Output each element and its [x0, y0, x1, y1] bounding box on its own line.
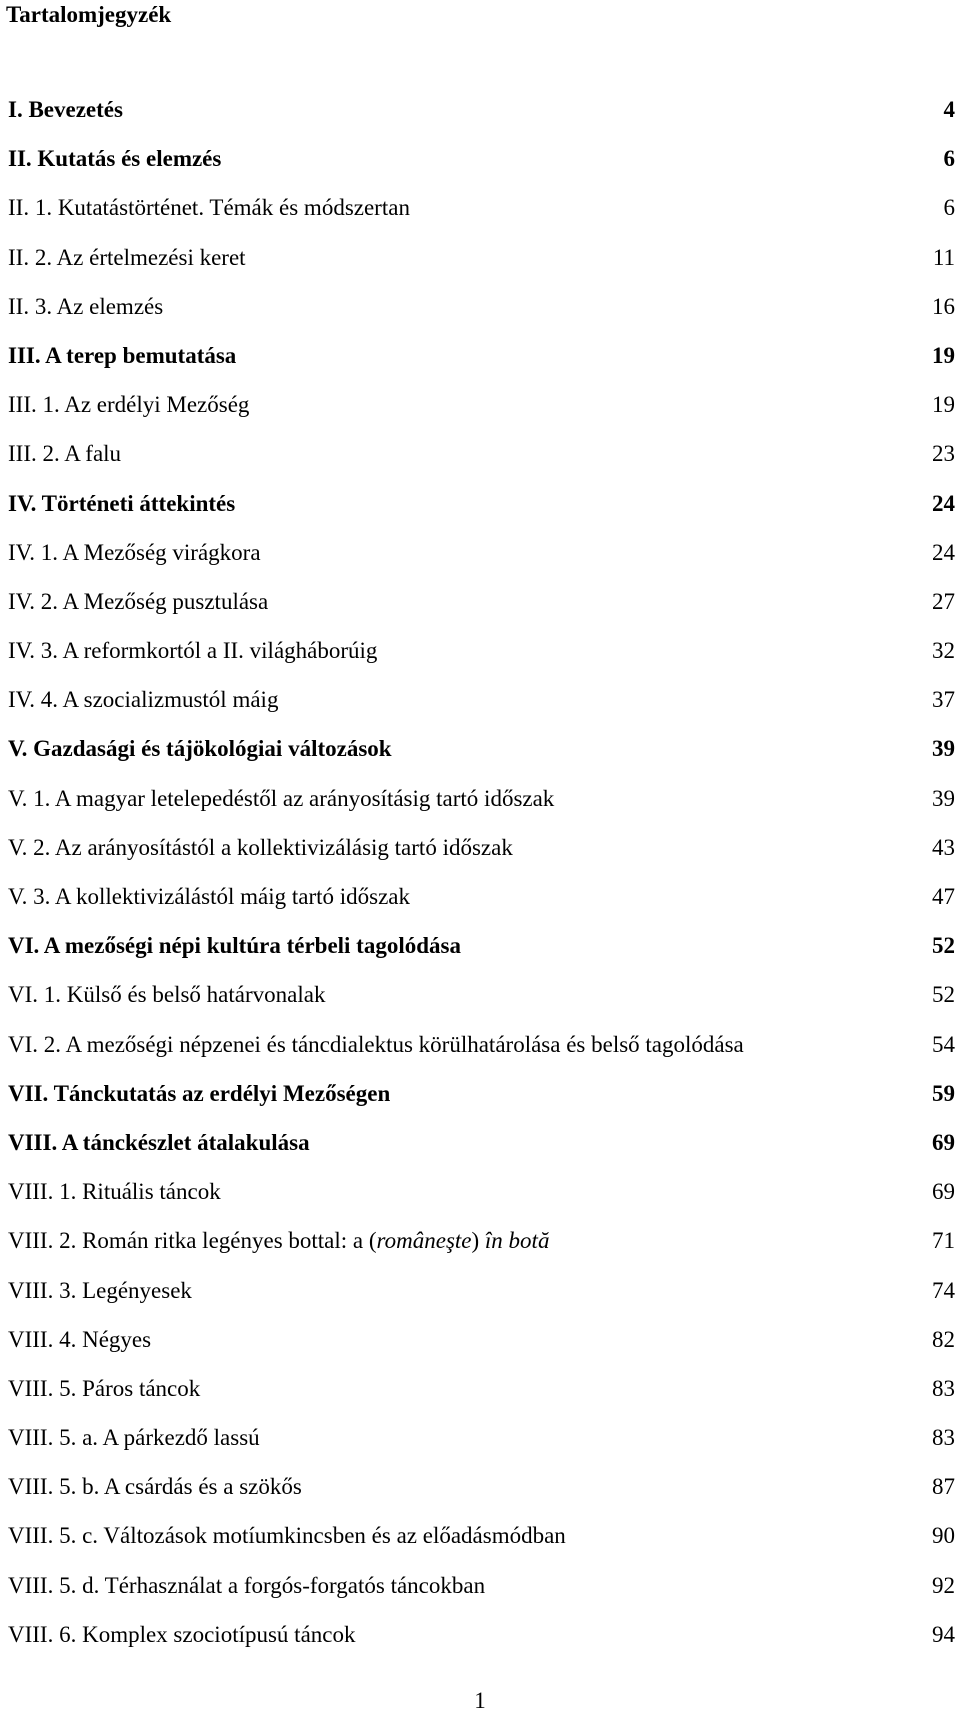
toc-entry-page: 94	[932, 1621, 955, 1647]
toc-entry-page: 39	[932, 785, 955, 811]
toc-entry-page: 39	[932, 736, 955, 762]
toc-entry	[0, 926, 960, 975]
toc-entry-label: VIII. 5. c. Változások motíumkincsben és az előadásmódban	[8, 1523, 566, 1549]
table-of-contents	[0, 90, 960, 1664]
toc-entry-page: 19	[932, 342, 955, 368]
toc-entry-label: II. 3. Az elemzés	[8, 293, 164, 319]
toc-entry-page: 82	[932, 1326, 955, 1352]
toc-entry	[0, 729, 960, 778]
toc-entry-label-part: )	[471, 1228, 485, 1254]
toc-entry	[0, 287, 960, 336]
toc-entry-label: VI. 1. Külső és belső határvonalak	[8, 982, 326, 1008]
toc-entry	[0, 188, 960, 237]
toc-entry-page: 69	[932, 1179, 955, 1205]
toc-entry	[0, 631, 960, 680]
toc-entry	[0, 975, 960, 1024]
toc-entry-label: VIII. 5. Páros táncok	[8, 1375, 201, 1401]
toc-entry-page: 27	[932, 588, 955, 614]
toc-entry-label: III. 1. Az erdélyi Mezőség	[8, 392, 250, 418]
toc-entry-label: II. 2. Az értelmezési keret	[8, 244, 246, 270]
toc-entry-page: 83	[932, 1425, 955, 1451]
toc-entry	[0, 680, 960, 729]
toc-entry-label: V. 2. Az arányosítástól a kollektivizálásig tartó időszak	[8, 834, 513, 860]
toc-entry	[0, 779, 960, 828]
toc-entry-page: 92	[932, 1572, 955, 1598]
toc-entry-page: 71	[932, 1228, 955, 1254]
toc-entry	[0, 1369, 960, 1418]
toc-entry-label: IV. 3. A reformkortól a II. világháborúig	[8, 638, 378, 664]
toc-entry-page: 90	[932, 1523, 955, 1549]
toc-entry-label: VIII. 3. Legényesek	[8, 1277, 192, 1303]
toc-entry-page: 19	[932, 392, 955, 418]
toc-entry	[0, 90, 960, 139]
toc-entry-label: V. 3. A kollektivizálástól máig tartó időszak	[8, 884, 411, 909]
toc-entry-page: 52	[932, 933, 955, 959]
toc-entry-page: 16	[932, 293, 955, 319]
toc-entry	[0, 582, 960, 631]
toc-entry-label: VIII. 1. Rituális táncok	[8, 1179, 221, 1205]
toc-entry-label: V. Gazdasági és tájökológiai változások	[8, 736, 392, 762]
toc-entry-page: 4	[943, 97, 955, 122]
toc-entry	[0, 1566, 960, 1615]
toc-entry-label: IV. Történeti áttekintés	[8, 490, 236, 516]
toc-entry-label: VIII. 6. Komplex szociotípusú táncok	[8, 1621, 356, 1647]
toc-entry-page: 11	[932, 244, 955, 270]
toc-entry-page: 37	[932, 687, 955, 713]
toc-entry-page: 87	[932, 1474, 955, 1500]
toc-entry	[0, 139, 960, 188]
toc-entry	[0, 877, 960, 926]
toc-entry-page: 24	[932, 490, 955, 516]
toc-entry-page: 6	[943, 195, 955, 221]
toc-entry-page: 59	[932, 1080, 955, 1106]
toc-entry-label: VI. 2. A mezőségi népzenei és táncdialektus körülhatárolása és belső tagolódása	[8, 1031, 744, 1057]
toc-entry-label: III. 2. A falu	[8, 441, 122, 467]
toc-entry-label-italic: româneşte	[376, 1228, 472, 1254]
toc-entry-page: 52	[932, 982, 955, 1008]
toc-entry	[0, 1467, 960, 1516]
toc-entry-label: IV. 2. A Mezőség pusztulása	[8, 588, 269, 614]
toc-entry-label: VIII. A tánckészlet átalakulása	[8, 1129, 310, 1155]
toc-entry	[0, 484, 960, 533]
toc-entry	[0, 434, 960, 483]
toc-entry-label: IV. 4. A szocializmustól máig	[8, 687, 279, 713]
toc-entry	[0, 1025, 960, 1074]
toc-entry	[0, 1516, 960, 1565]
toc-entry-label: VIII. 5. a. A párkezdő lassú	[8, 1425, 260, 1451]
toc-entry-label: VIII. 4. Négyes	[8, 1326, 152, 1352]
toc-entry	[0, 1320, 960, 1369]
toc-entry-page: 32	[932, 638, 955, 664]
toc-entry-label: I. Bevezetés	[8, 97, 123, 122]
toc-entry-label: II. 1. Kutatástörténet. Témák és módszertan	[8, 195, 410, 221]
toc-entry-page: 24	[932, 539, 955, 565]
toc-entry-page: 47	[932, 884, 955, 909]
toc-entry-label-part: VIII. 2. Román ritka legényes bottal: a (	[8, 1228, 377, 1254]
toc-entry-label	[8, 1221, 549, 1261]
toc-entry-page: 43	[932, 834, 955, 860]
toc-entry	[0, 1271, 960, 1320]
toc-entry	[0, 1074, 960, 1123]
toc-entry-label: VIII. 5. d. Térhasználat a forgós-forgatós táncokban	[8, 1572, 486, 1598]
toc-entry	[0, 533, 960, 582]
toc-entry	[0, 1123, 960, 1172]
toc-entry	[0, 385, 960, 434]
page-title: Tartalomjegyzék	[6, 2, 172, 27]
toc-entry-label: III. A terep bemutatása	[8, 342, 237, 368]
toc-entry	[0, 1615, 960, 1664]
toc-entry-page: 74	[932, 1277, 955, 1303]
toc-entry-page: 69	[932, 1129, 955, 1155]
toc-entry	[0, 238, 960, 287]
toc-entry-label: IV. 1. A Mezőség virágkora	[8, 539, 261, 565]
toc-entry-page: 83	[932, 1375, 955, 1401]
toc-entry-label: VIII. 5. b. A csárdás és a szökős	[8, 1474, 302, 1500]
toc-entry	[0, 1172, 960, 1221]
toc-entry-label-italic: în botă	[484, 1228, 550, 1254]
toc-entry	[0, 1221, 960, 1270]
toc-entry-label: II. Kutatás és elemzés	[8, 146, 222, 172]
page-number: 1	[474, 1688, 486, 1713]
toc-entry	[0, 1418, 960, 1467]
toc-entry-label: V. 1. A magyar letelepedéstől az arányosításig tartó időszak	[8, 785, 555, 811]
toc-entry-page: 23	[932, 441, 955, 467]
toc-entry	[0, 336, 960, 385]
toc-entry-page: 6	[943, 146, 955, 172]
toc-entry-label: VI. A mezőségi népi kultúra térbeli tagolódása	[8, 933, 461, 959]
toc-entry	[0, 828, 960, 877]
toc-entry-page: 54	[932, 1031, 955, 1057]
toc-entry-label: VII. Tánckutatás az erdélyi Mezőségen	[8, 1080, 391, 1106]
